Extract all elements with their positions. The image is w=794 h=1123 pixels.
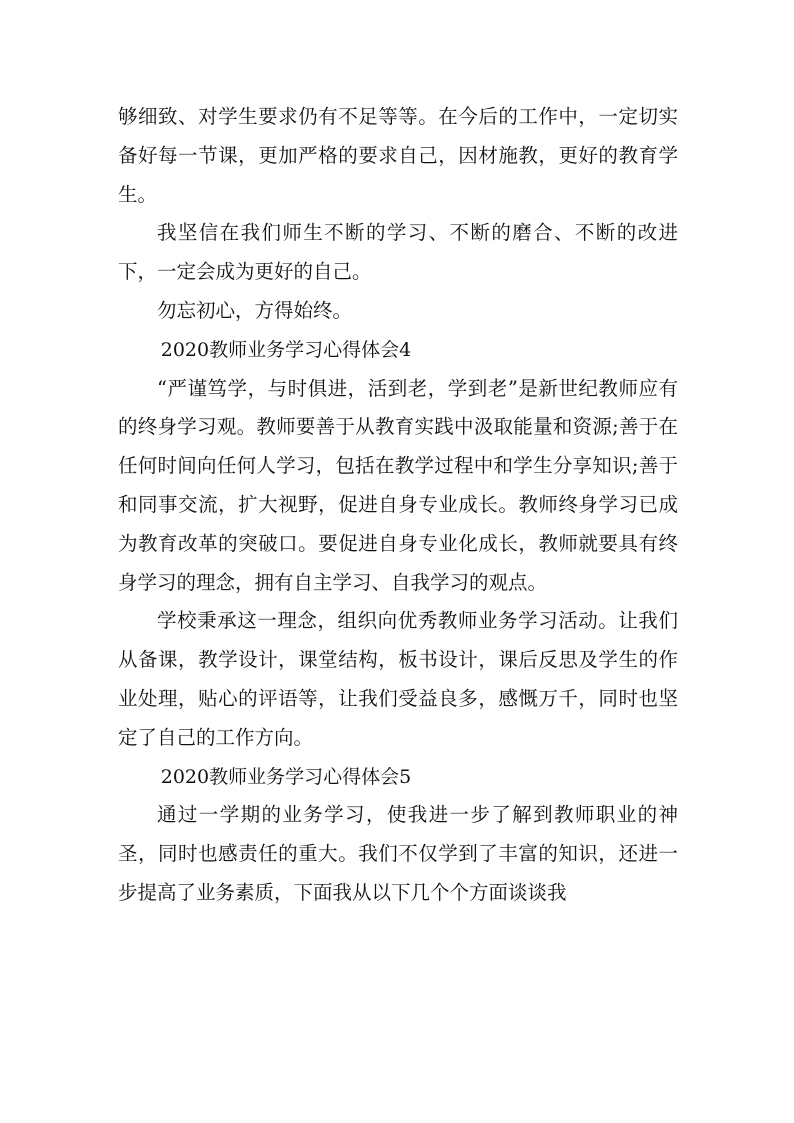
paragraph-semester-study: 通过一学期的业务学习，使我进一步了解到教师职业的神圣，同时也感责任的重大。我们不仅学到了丰富的知识，还进一步提高了业务素质，下面我从以下几个个方面谈谈我 [118, 803, 678, 904]
paragraph-motto: 勿忘初心，方得始终。 [157, 298, 353, 322]
paragraph-school-activity: 学校秉承这一理念，组织向优秀教师业务学习活动。让我们从备课，教学设计，课堂结构，板书设计，课后反思及学生的作业处理，贴心的评语等，让我们受益良多，感慨万千，同时也坚定了自己的工作方向。 [118, 609, 678, 749]
paragraph-continuation: 够细致、对学生要求仍有不足等等。在今后的工作中，一定切实备好每一节课，更加严格的要求自己，因材施教，更好的教育学生。 [118, 105, 678, 206]
paragraph-lifelong-learning: “严谨笃学，与时俱进，活到老，学到老”是新世纪教师应有的终身学习观。教师要善于从教育实践中汲取能量和资源;善于在任何时间向任何人学习，包括在教学过程中和学生分享知识;善于和同事交流，扩大视野，促进自身专业成长。教师终身学习已成为教育改革的突破口。要促进自身专业化成长，教师就要具有终身学习的理念，拥有自主学习、自我学习的观点。 [118, 376, 678, 594]
document-body [118, 98, 678, 913]
paragraph-belief: 我坚信在我们师生不断的学习、不断的磨合、不断的改进下，一定会成为更好的自己。 [118, 221, 678, 284]
section-heading-4: 2020教师业务学习心得体会4 [160, 338, 412, 361]
section-heading-5: 2020教师业务学习心得体会5 [160, 765, 412, 788]
